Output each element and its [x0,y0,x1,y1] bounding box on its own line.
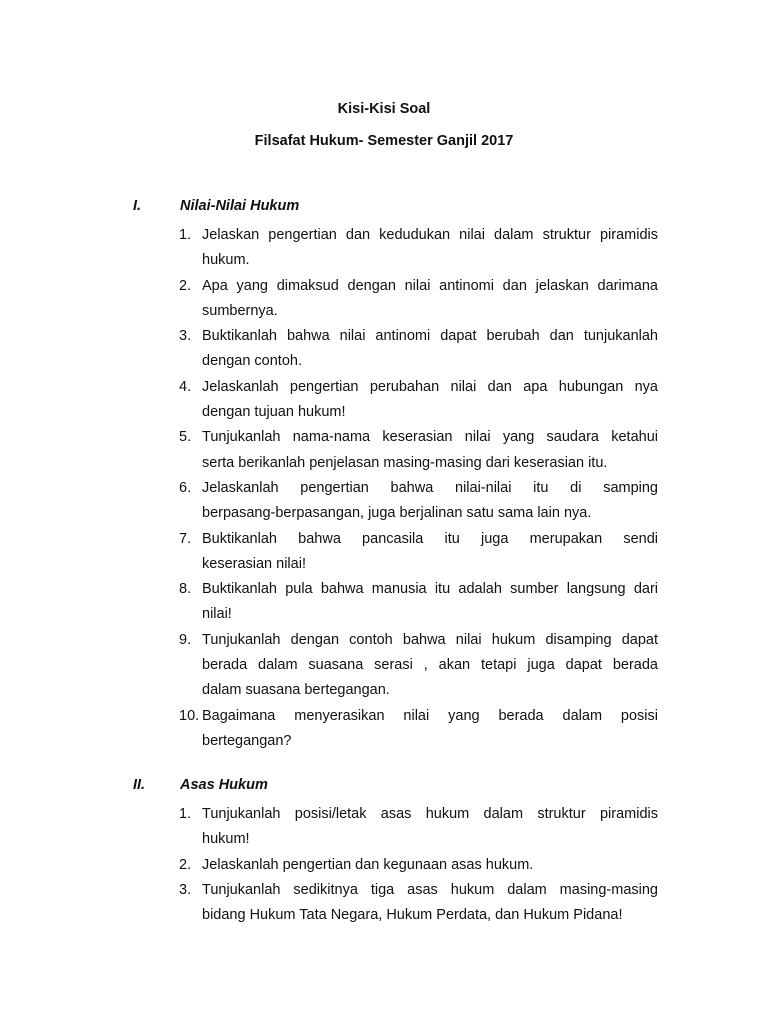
question-number: 5. [179,429,192,446]
document-subtitle: Filsafat Hukum- Semester Ganjil 2017 [254,133,514,149]
question-text [202,425,658,476]
question-text-line: Buktikanlah bahwa pancasila itu juga merupakan sendi [202,530,658,547]
question-text [202,324,658,375]
question-text-line: Jelaskanlah pengertian dan kegunaan asas hukum. [202,856,534,873]
question-number: 1. [179,806,192,822]
question-item [0,527,768,578]
question-item [0,878,768,929]
question-number: 3. [179,328,192,345]
question-text-line: Jelaskanlah pengertian perubahan nilai dan apa hubungan nya [202,378,658,395]
question-text-line: Apa yang dimaksud dengan nilai antinomi dan jelaskan darimana [202,277,658,294]
question-item [0,375,768,426]
question-number: 2. [179,856,192,873]
question-item [0,324,768,375]
section-title: Asas Hukum [180,777,268,793]
question-text-line: keserasian nilai! [202,555,306,572]
section-title: Nilai-Nilai Hukum [180,198,300,214]
question-text [202,878,658,929]
question-number: 9. [179,631,192,648]
question-text-line: Tunjukanlah posisi/letak asas hukum dalam struktur piramidis [202,806,658,822]
question-number: 10. [179,707,200,724]
question-item [0,802,768,853]
question-number: 4. [179,378,192,395]
question-text [202,628,658,704]
question-text [202,802,658,853]
question-item [0,425,768,476]
question-text [202,527,658,578]
question-item [0,628,768,704]
question-text-line: berpasang-berpasangan, juga berjalinan satu sama lain nya. [202,505,592,522]
question-text [202,476,658,527]
section-number: II. [133,777,146,793]
question-text-line: dalam suasana bertegangan. [202,682,390,699]
question-text-line: hukum. [202,252,250,269]
question-text-line: dengan contoh. [202,353,302,370]
section-number: I. [133,198,142,214]
document-title: Kisi-Kisi Soal [337,101,431,117]
question-text-line: Tunjukanlah dengan contoh bahwa nilai hukum disamping dapat [202,631,658,648]
question-number: 2. [179,277,192,294]
question-number: 8. [179,581,192,598]
question-text-line: bertegangan? [202,732,292,749]
question-item [0,853,768,878]
question-text-line: Tunjukanlah nama-nama keserasian nilai yang saudara ketahui [202,429,658,446]
question-text [202,223,658,274]
question-number: 6. [179,479,192,496]
question-item [0,274,768,325]
question-item [0,577,768,628]
question-number: 1. [179,227,192,243]
question-text-line: bidang Hukum Tata Negara, Hukum Perdata, dan Hukum Pidana! [202,907,623,924]
question-text-line: serta berikanlah penjelasan masing-masing dari keserasian itu. [202,454,608,471]
question-text-line: Jelaskan pengertian dan kedudukan nilai dalam struktur piramidis [202,227,658,243]
question-list [0,802,768,928]
question-number: 7. [179,530,192,547]
question-text-line: berada dalam suasana serasi , akan tetapi juga dapat berada [202,657,658,674]
question-text [202,274,658,325]
question-text [202,704,658,755]
question-text [202,853,658,878]
question-text-line: Tunjukanlah sedikitnya tiga asas hukum dalam masing-masing [202,881,658,898]
question-text-line: hukum! [202,831,250,848]
question-text-line: Buktikanlah pula bahwa manusia itu adalah sumber langsung dari [202,581,658,598]
question-list [0,223,768,754]
question-number: 3. [179,881,192,898]
question-text-line: Bagaimana menyerasikan nilai yang berada dalam posisi [202,707,658,724]
question-text-line: nilai! [202,606,232,623]
question-text-line: sumbernya. [202,302,278,319]
question-item [0,476,768,527]
question-item [0,704,768,755]
question-text-line: Buktikanlah bahwa nilai antinomi dapat berubah dan tunjukanlah [202,328,658,345]
question-item [0,223,768,274]
question-text-line: dengan tujuan hukum! [202,404,346,421]
question-text-line: Jelaskanlah pengertian bahwa nilai-nilai itu di samping [202,479,658,496]
question-text [202,375,658,426]
question-text [202,577,658,628]
